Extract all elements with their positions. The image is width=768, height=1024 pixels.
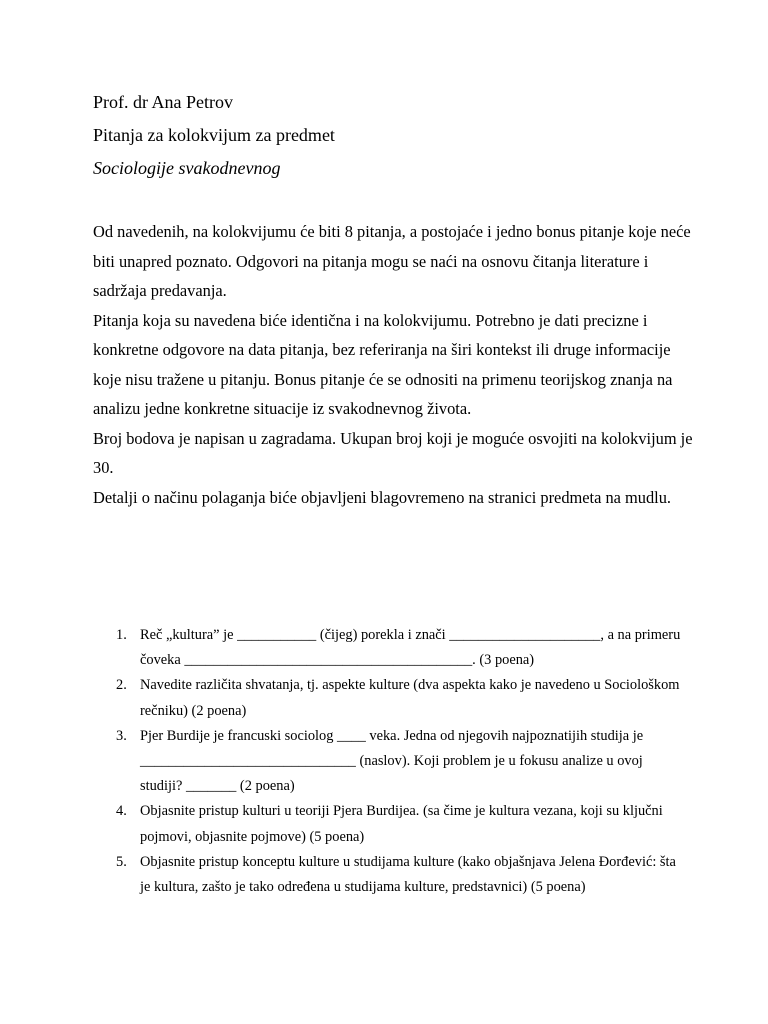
document-page	[93, 86, 693, 512]
question-text: Objasnite pristup konceptu kulture u studijama kulture (kako objašnjava Jelena Đorđević: šta je kultura, zašto je tako određena u studijama kulture, predstavnici) (5 poena)	[140, 853, 676, 896]
question-text: Pjer Burdije je francuski sociolog ____ veka. Jedna od njegovih najpoznatijih studija je ______________________________ (naslov). Koji problem je u fokusu analize u ovoj studiji? _______ (2 poena)	[140, 727, 644, 795]
author-name: Prof. dr Ana Petrov	[93, 92, 233, 112]
question-item	[93, 673, 683, 723]
question-text: Navedite različita shvatanja, tj. aspekte kulture (dva aspekta kako je navedeno u Sociološkom rečniku) (2 poena)	[140, 677, 680, 719]
question-number: 3.	[116, 727, 127, 744]
question-item	[93, 850, 683, 900]
intro-paragraph-3: Broj bodova je napisan u zagradama. Ukupan broj koji je moguće osvojiti na kolokvijum je 30.	[93, 428, 693, 477]
document-title: Pitanja za kolokvijum za predmet	[93, 125, 335, 145]
question-number: 5.	[116, 853, 127, 870]
intro-paragraph-2: Pitanja koja su navedena biće identična i na kolokvijumu. Potrebno je dati precizne i konkretne odgovore na data pitanja, bez referiranja na širi kontekst ili druge informacije koje nisu tražene u pitanju. Bonus pitanje će se odnositi na primenu teorijskog znanja na analizu jedne konkretne situacije iz svakodnevnog života.	[93, 310, 673, 418]
question-list	[93, 623, 683, 900]
intro-paragraph-4: Detalji o načinu polaganja biće objavljeni blagovremeno na stranici predmeta na mudlu.	[93, 487, 672, 507]
question-text: Objasnite pristup kulturi u teoriji Pjera Burdijea. (sa čime je kultura vezana, koji su ključni pojmovi, objasnite pojmove) (5 poena)	[140, 803, 663, 845]
subject-name: Sociologije svakodnevnog	[93, 158, 281, 178]
intro-paragraph-1: Od navedenih, na kolokvijumu će biti 8 pitanja, a postojaće i jedno bonus pitanje koje neće biti unapred poznato. Odgovori na pitanja mogu se naći na osnovu čitanja literature i sadržaja predavanja.	[93, 222, 691, 300]
question-number: 4.	[116, 803, 127, 820]
question-item	[93, 623, 683, 673]
question-item	[93, 799, 683, 849]
intro-text	[93, 217, 693, 512]
question-number: 1.	[116, 627, 127, 643]
question-text: Reč „kultura” je ___________ (čijeg) porekla i znači _____________________, a na primeru čoveka ________________________________________. (3 poena)	[140, 627, 681, 669]
question-item	[93, 724, 683, 800]
question-number: 2.	[116, 677, 127, 694]
